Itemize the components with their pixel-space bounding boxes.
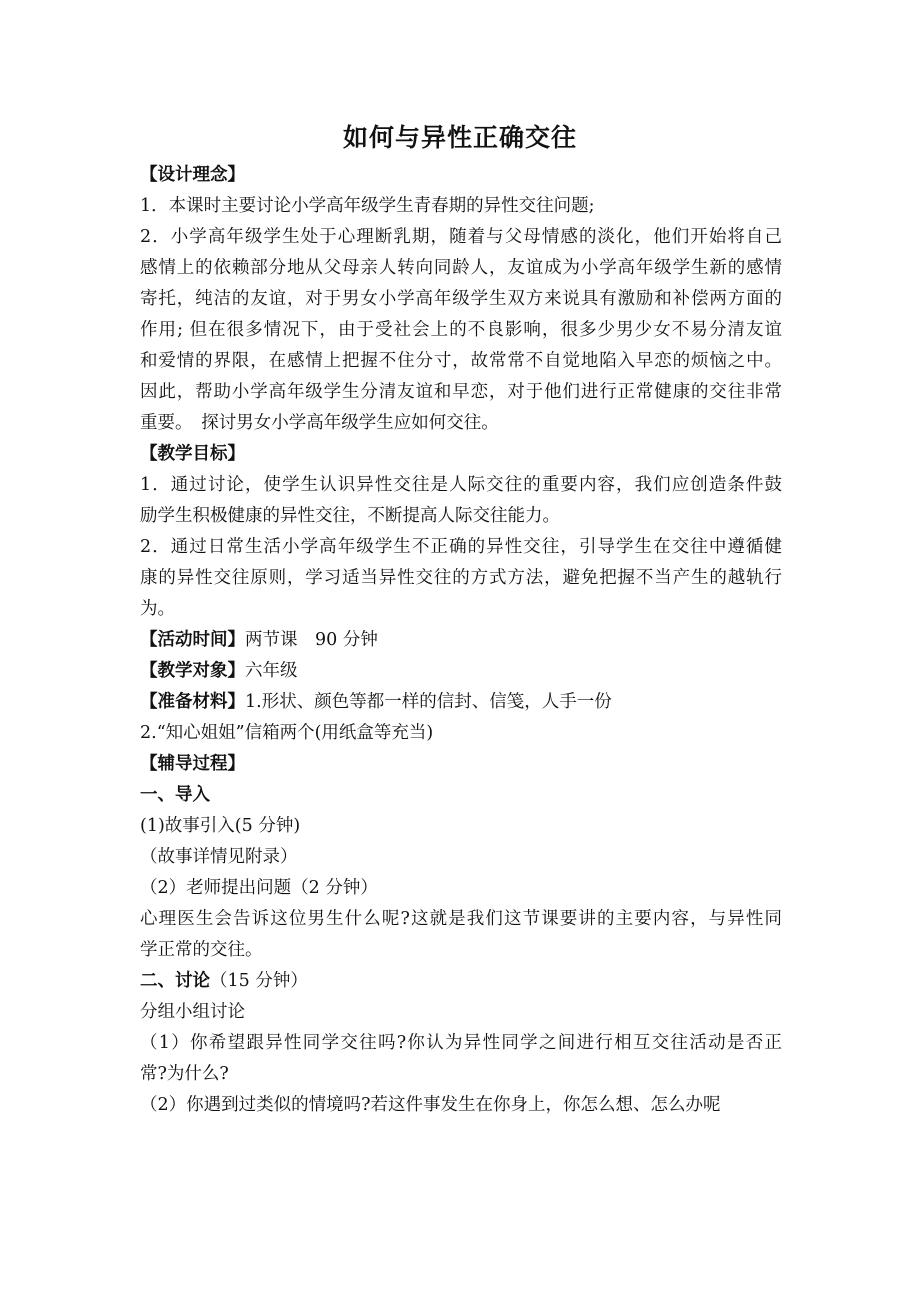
time-heading: 【活动时间】 xyxy=(140,630,245,650)
design-line: 寄托，纯洁的友谊，对于男女小学高年级学生双方来说具有激励和补偿两方面的 xyxy=(140,289,782,309)
goals-line: 励学生积极健康的异性交往，不断提高人际交往能力。 xyxy=(140,506,560,526)
design-line: 2．小学高年级学生处于心理断乳期，随着与父母情感的淡化，他们开始将自己 xyxy=(140,227,782,247)
materials-item: 2.“知心姐姐”信箱两个(用纸盒等充当) xyxy=(140,723,434,743)
section2-heading: 二、讨论 xyxy=(140,971,210,991)
section2-time: （15 分钟） xyxy=(210,971,308,991)
design-line: 1．本课时主要讨论小学高年级学生青春期的异性交往问题; xyxy=(140,196,595,216)
materials-row xyxy=(140,687,782,718)
target-heading: 【教学对象】 xyxy=(140,661,245,681)
document-title: 如何与异性正确交往 xyxy=(342,123,577,152)
section1-line: （故事详情见附录） xyxy=(140,847,298,867)
design-line: 因此，帮助小学高年级学生分清友谊和早恋，对于他们进行正常健康的交往非常 xyxy=(140,382,782,402)
design-line: 重要。 探讨男女小学高年级学生应如何交往。 xyxy=(140,413,499,433)
design-line: 和爱情的界限，在感情上把握不住分寸，故常常不自觉地陷入早恋的烦恼之中。 xyxy=(140,351,782,371)
goals-line: 1．通过讨论，使学生认识异性交往是人际交往的重要内容，我们应创造条件鼓 xyxy=(140,475,782,495)
section1-line: 学正常的交往。 xyxy=(140,940,263,960)
section2-line: （2）你遇到过类似的情境吗?若这件事发生在你身上，你怎么想、怎么办呢 xyxy=(140,1095,721,1115)
document-body xyxy=(140,160,782,1121)
design-heading: 【设计理念】 xyxy=(140,165,245,185)
goals-line: 康的异性交往原则，学习适当异性交往的方式方法，避免把握不当产生的越轨行 xyxy=(140,568,782,588)
section1-heading: 一、导入 xyxy=(140,785,210,805)
section2-line: 分组小组讨论 xyxy=(140,1002,245,1022)
time-row xyxy=(140,625,782,656)
design-line: 感情上的依赖部分地从父母亲人转向同龄人，友谊成为小学高年级学生新的感情 xyxy=(140,258,782,278)
process-heading: 【辅导过程】 xyxy=(140,754,245,774)
goals-heading: 【教学目标】 xyxy=(140,444,245,464)
goals-line: 为。 xyxy=(140,599,175,619)
section2-row xyxy=(140,966,782,997)
section2-line: （1）你希望跟异性同学交往吗?你认为异性同学之间进行相互交往活动是否正 xyxy=(140,1033,782,1053)
section1-line: （2）老师提出问题（2 分钟） xyxy=(140,878,378,898)
design-line: 作用; 但在很多情况下，由于受社会上的不良影响，很多少男少女不易分清友谊 xyxy=(140,320,782,340)
time-value: 两节课 90 分钟 xyxy=(245,630,378,650)
section1-line: (1)故事引入(5 分钟) xyxy=(140,816,301,836)
section2-line: 常?为什么? xyxy=(140,1064,229,1084)
target-value: 六年级 xyxy=(245,661,298,681)
goals-line: 2．通过日常生活小学高年级学生不正确的异性交往，引导学生在交往中遵循健 xyxy=(140,537,782,557)
materials-item: 1.形状、颜色等都一样的信封、信笺，人手一份 xyxy=(245,692,612,712)
materials-heading: 【准备材料】 xyxy=(140,692,245,712)
target-row xyxy=(140,656,782,687)
section1-line: 心理医生会告诉这位男生什么呢?这就是我们这节课要讲的主要内容，与异性同 xyxy=(140,909,782,929)
